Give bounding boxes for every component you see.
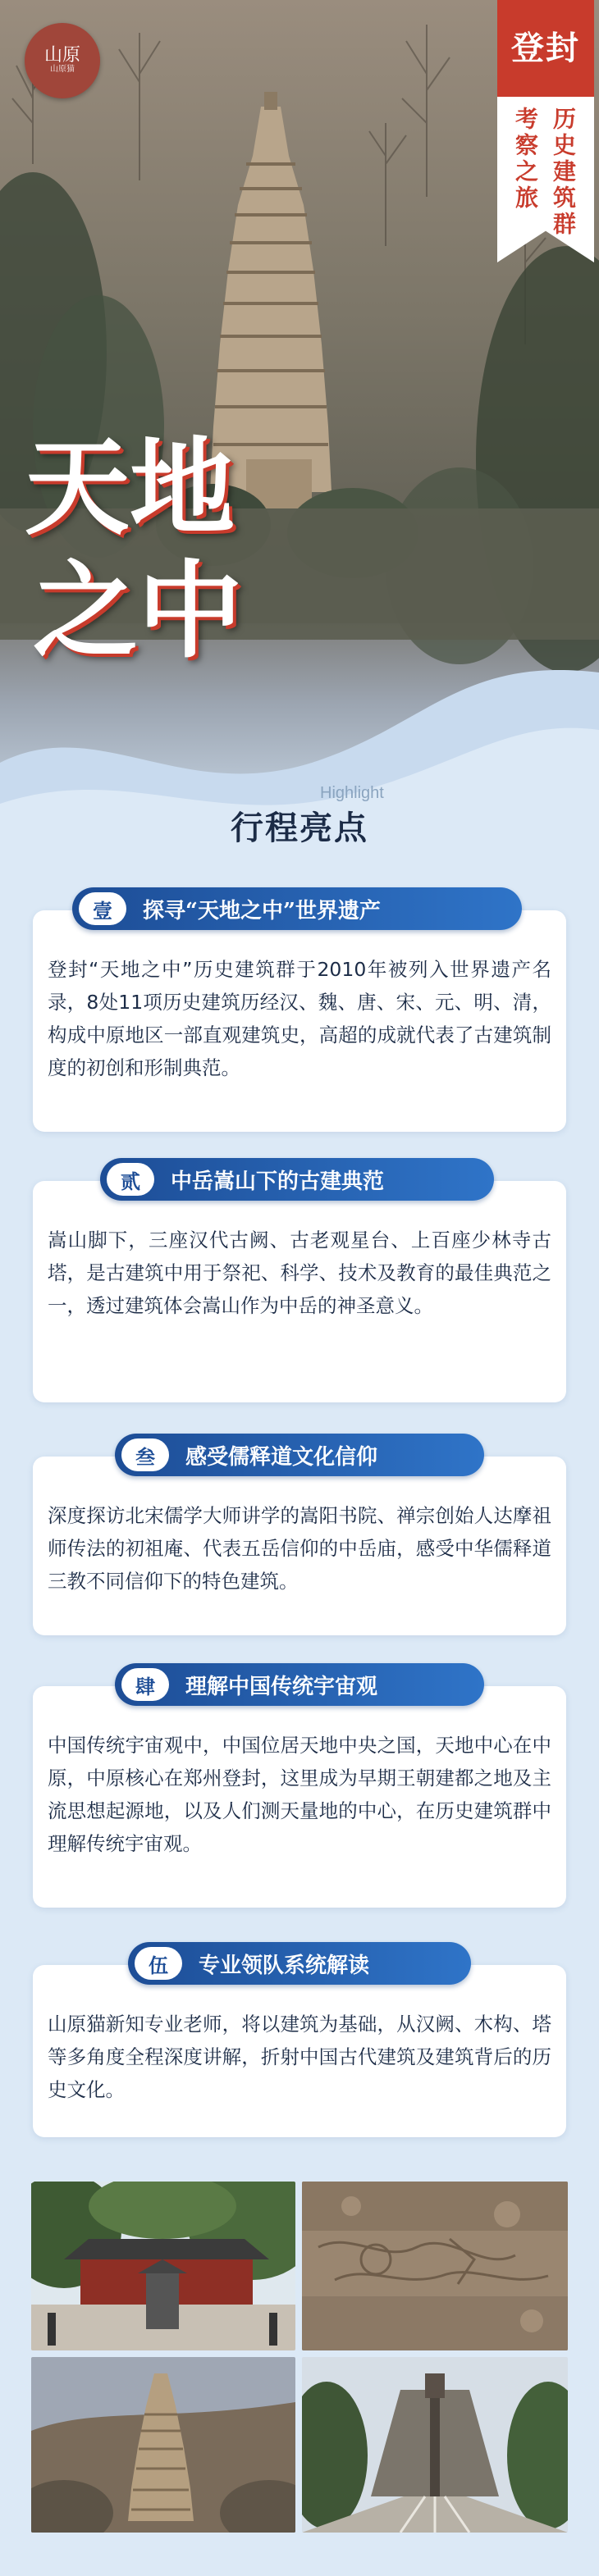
ribbon-subtitle-right: 历史建筑群	[550, 107, 577, 238]
highlight-card-body: 中国传统宇宙观中，中国位居天地中央之国，天地中心在中原，中原核心在郑州登封，这里成为早期王朝建都之地及主流思想起源地，以及人们测天量地的中心，在历史建筑群中理解传统宇宙观。	[48, 1734, 551, 1855]
ribbon-subtitle-left: 考察之旅	[512, 107, 539, 212]
highlight-card-body: 山原猫新知专业老师，将以建筑为基础，从汉阙、木构、塔等多角度全程深度讲解，折射中国古代建筑及建筑背后的历史文化。	[48, 2013, 551, 2101]
brand-logo-subtext: 山原猫	[50, 65, 75, 74]
highlight-en-label: Highlight	[320, 784, 384, 802]
hero-title-line1: 天地	[25, 426, 235, 549]
highlight-card-4	[33, 1686, 566, 1908]
highlight-title-text: 探寻“天地之中”世界遗产	[143, 898, 381, 923]
highlight-title-text: 中岳嵩山下的古建典范	[171, 1169, 385, 1194]
highlight-title-text: 专业领队系统解读	[199, 1953, 370, 1978]
highlight-number: 肆	[121, 1668, 169, 1701]
photo-temple-courtyard	[31, 2182, 295, 2350]
highlight-pill-3	[115, 1434, 484, 1476]
highlight-card-3	[33, 1457, 566, 1635]
photo-stone-carving	[302, 2182, 568, 2350]
ribbon-title-block	[497, 0, 594, 97]
brand-logo-text: 山原	[43, 45, 80, 66]
highlight-pill-4	[115, 1663, 484, 1706]
photo-pagoda	[31, 2357, 295, 2533]
highlight-number: 叁	[121, 1438, 169, 1471]
highlight-card-1	[33, 910, 566, 1132]
hero-banner	[0, 0, 599, 828]
highlight-pill-5	[128, 1942, 471, 1985]
hero-title	[25, 426, 243, 672]
highlight-card-body: 登封“天地之中”历史建筑群于2010年被列入世界遗产名录，8处11项历史建筑历经汉、魏、唐、宋、元、明、清，构成中原地区一部直观建筑史，高超的成就代表了古建筑制度的初创和形制典范。	[48, 958, 551, 1079]
highlight-card-body: 嵩山脚下，三座汉代古阙、古老观星台、上百座少林寺古塔，是古建筑中用于祭祀、科学、技术及教育的最佳典范之一，透过建筑体会嵩山作为中岳的神圣意义。	[48, 1229, 551, 1317]
highlight-card-body: 深度探访北宋儒学大师讲学的嵩阳书院、禅宗创始人达摩祖师传法的初祖庵、代表五岳信仰的中岳庙，感受中华儒释道三教不同信仰下的特色建筑。	[48, 1504, 551, 1593]
highlight-card-5	[33, 1965, 566, 2137]
highlight-title: 行程亮点	[231, 809, 368, 847]
photo-observatory	[302, 2357, 568, 2533]
hero-title-line2: 之中	[33, 549, 244, 672]
highlight-title-text: 理解中国传统宇宙观	[185, 1674, 378, 1699]
highlight-pill-1	[72, 887, 522, 930]
highlight-number: 贰	[107, 1163, 154, 1196]
highlight-title-text: 感受儒释道文化信仰	[185, 1444, 378, 1470]
highlight-pill-2	[100, 1158, 494, 1201]
brand-logo	[25, 23, 100, 98]
highlight-card-2	[33, 1181, 566, 1402]
highlight-number: 壹	[79, 892, 126, 925]
ribbon-title: 登封	[511, 29, 580, 67]
wave-divider	[0, 640, 599, 828]
highlight-number: 伍	[135, 1947, 182, 1980]
